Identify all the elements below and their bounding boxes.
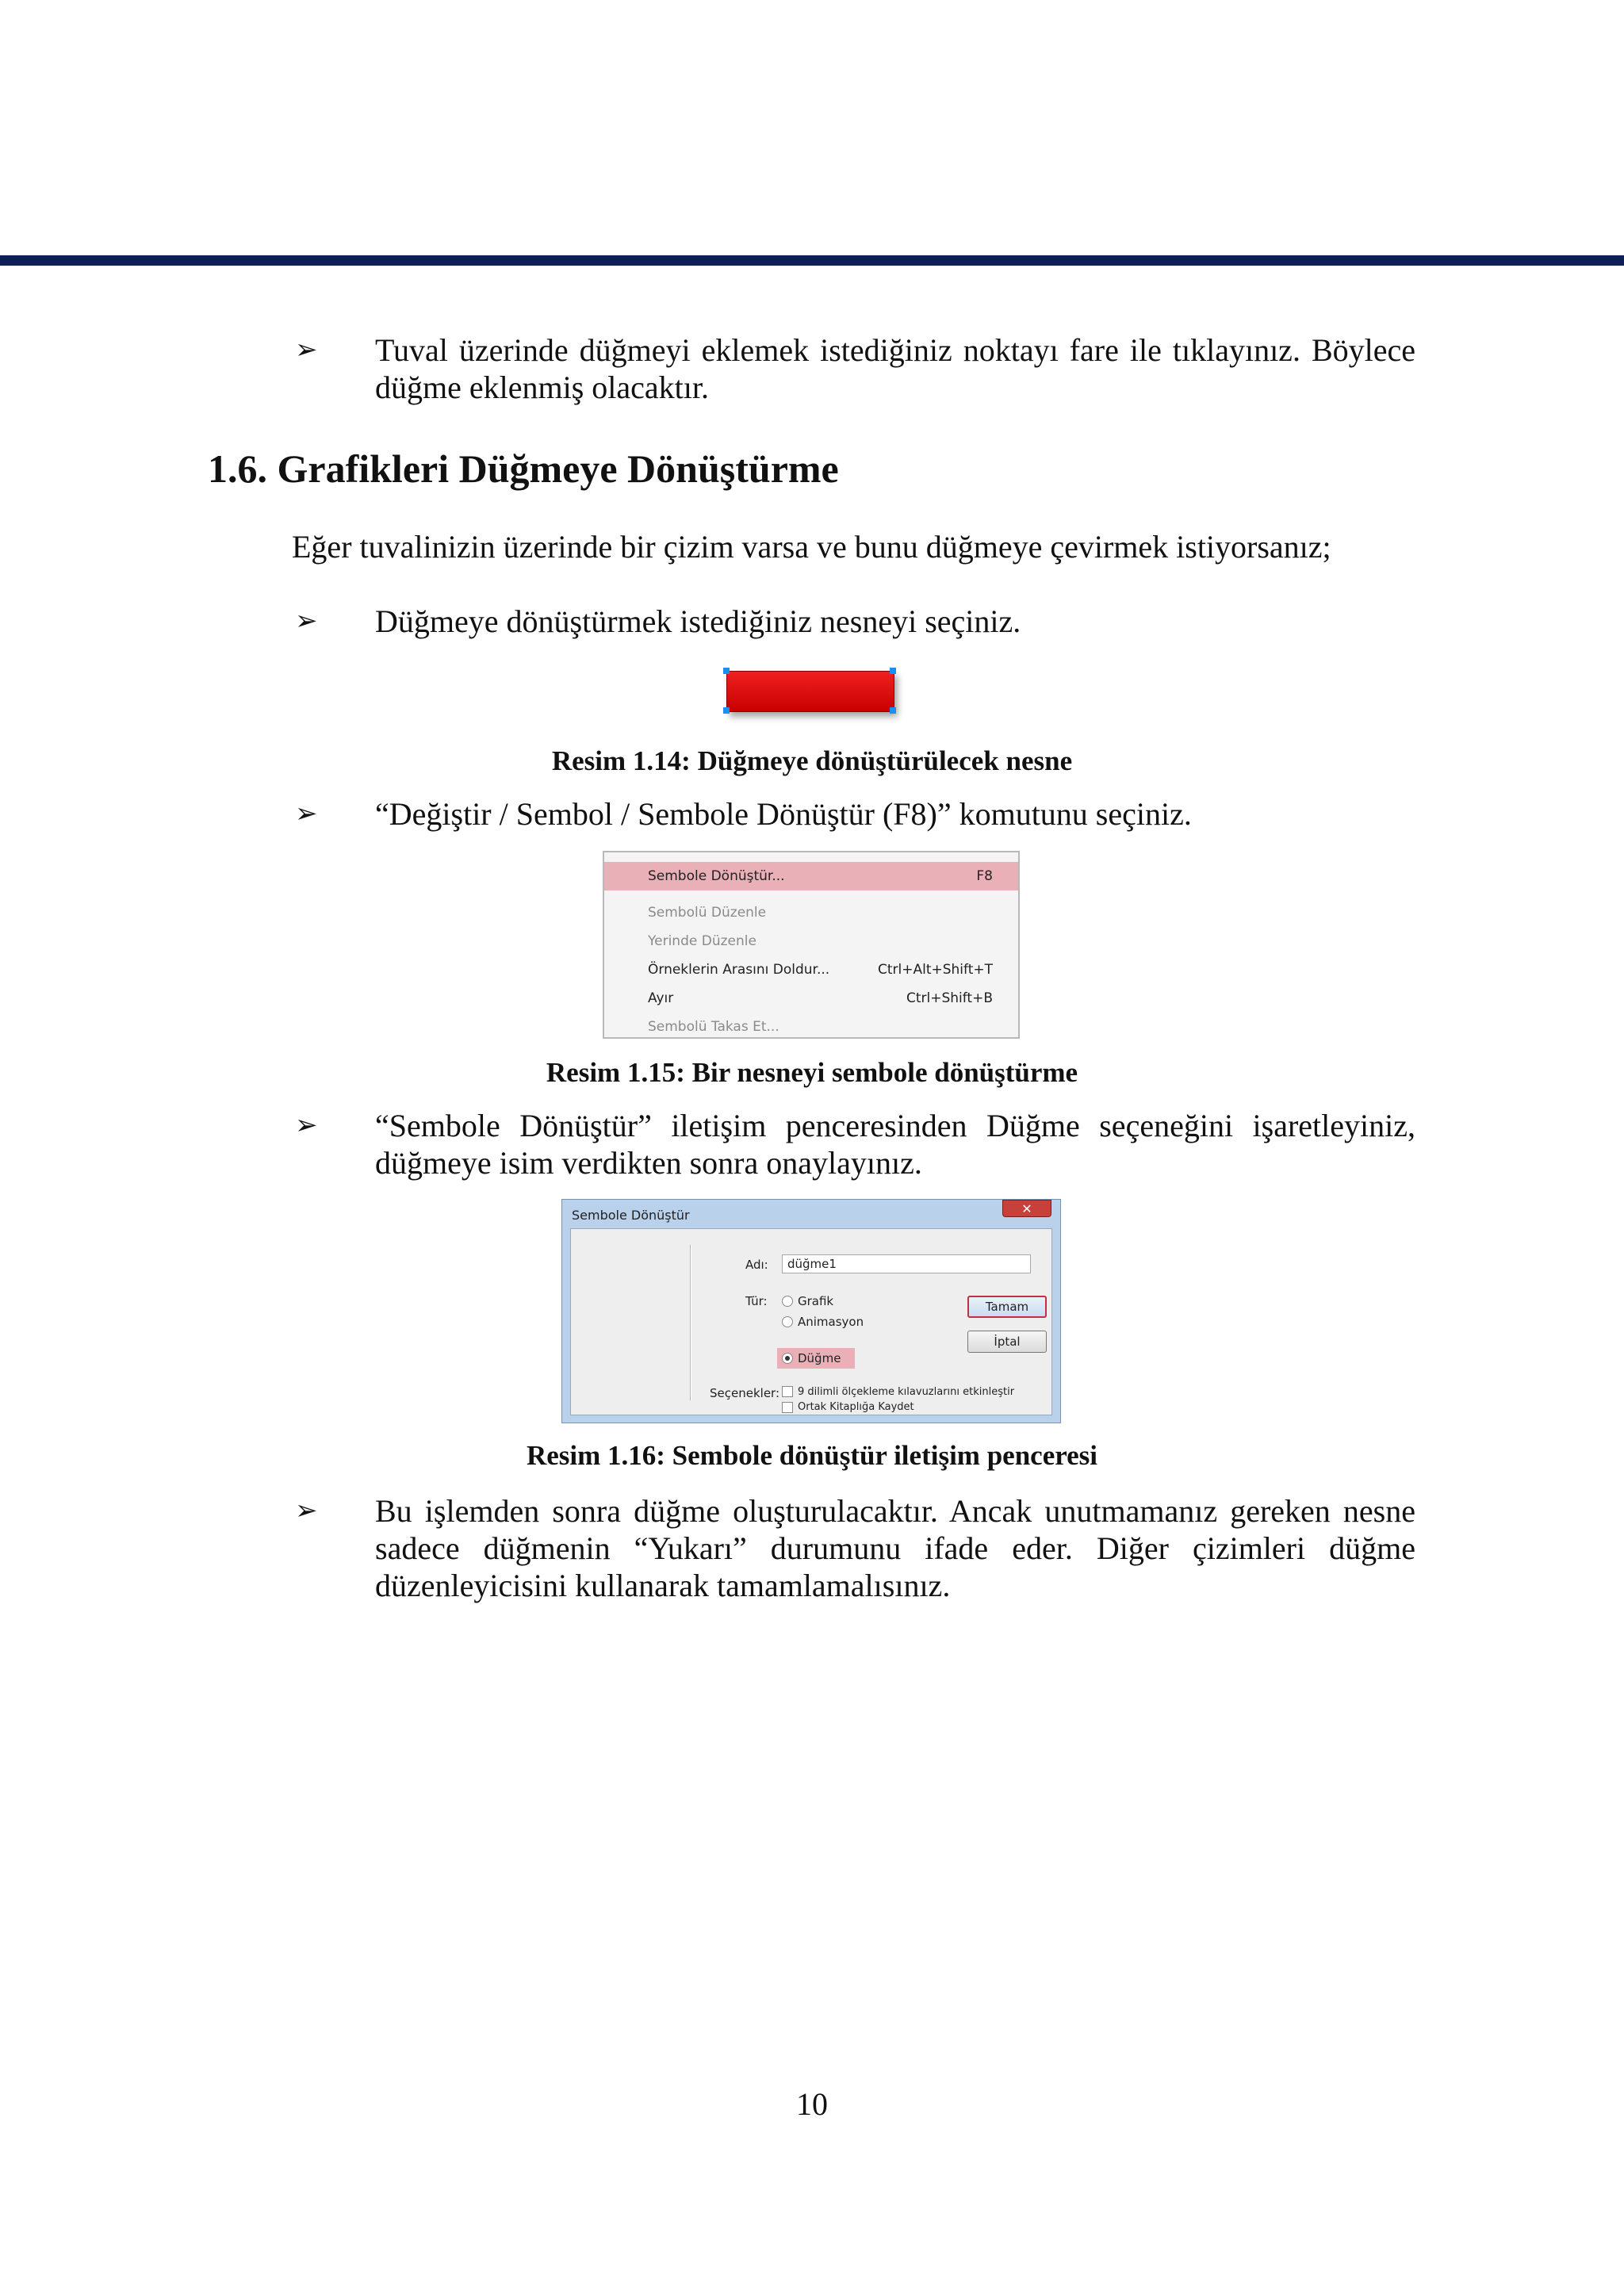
context-menu-screenshot	[603, 851, 1020, 1039]
radio-button-type[interactable]	[782, 1353, 793, 1364]
checkbox-9-slice[interactable]	[782, 1386, 793, 1397]
page-number: 10	[796, 2086, 828, 2122]
checkbox-shared-library[interactable]	[782, 1402, 793, 1413]
bullet-text: Tuval üzerinde düğmeyi eklemek istediğiniz noktayı fare ile tıklayınız. Böylece düğme eklenmiş olacaktır.	[375, 332, 1415, 405]
bullet-text: Bu işlemden sonra düğme oluşturulacaktır. Ancak unutmamanız gereken nesne sadece düğmenin “Yukarı” durumunu ifade eder. Diğer çizimleri düğme düzenleyicisini kullanarak tamamlamalısınız.	[375, 1493, 1415, 1603]
dialog-title: Sembole Dönüştür	[572, 1208, 690, 1223]
red-rectangle	[726, 671, 894, 712]
bullet-text: Düğmeye dönüştürmek istediğiniz nesneyi seçiniz.	[375, 603, 1021, 639]
top-rule	[0, 255, 1624, 266]
ok-button[interactable]: Tamam	[967, 1296, 1047, 1318]
arrow-bullet-icon: ➢	[295, 605, 318, 637]
cancel-button[interactable]: İptal	[967, 1331, 1047, 1353]
menu-item-convert[interactable]: Sembole Dönüştür... F8	[604, 862, 1018, 890]
selection-handle	[890, 668, 896, 674]
radio-button-label: Düğme	[798, 1351, 841, 1365]
close-icon[interactable]: ✕	[1002, 1200, 1051, 1217]
selection-handle	[723, 668, 730, 674]
menu-item-edit-symbol[interactable]: Sembolü Düzenle	[648, 905, 767, 921]
menu-item-distribute[interactable]: Örneklerin Arasını Doldur... Ctrl+Alt+Shift+T	[648, 962, 993, 978]
type-label: Tür:	[745, 1294, 768, 1308]
selection-handle	[723, 707, 730, 714]
section-heading: 1.6. Grafikleri Düğmeye Dönüştürme	[208, 446, 839, 491]
radio-graphic[interactable]	[782, 1296, 793, 1307]
menu-item-break-apart[interactable]: Ayır Ctrl+Shift+B	[648, 990, 993, 1006]
menu-item-swap-symbol[interactable]: Sembolü Takas Et...	[648, 1019, 779, 1035]
checkbox-9-slice-label: 9 dilimli ölçekleme kılavuzlarını etkinleştir	[798, 1386, 1015, 1398]
arrow-bullet-icon: ➢	[295, 798, 318, 829]
figure-caption: Resim 1.15: Bir nesneyi sembole dönüştürme	[546, 1057, 1078, 1088]
figure-caption: Resim 1.14: Düğmeye dönüştürülecek nesne	[551, 745, 1073, 776]
red-button-graphic	[723, 668, 896, 714]
arrow-bullet-icon: ➢	[295, 1109, 318, 1141]
paragraph: Eğer tuvalinizin üzerinde bir çizim varsa ve bunu düğmeye çevirmek istiyorsanız;	[292, 529, 1331, 565]
radio-animation-label: Animasyon	[798, 1315, 864, 1329]
name-label: Adı:	[745, 1258, 768, 1272]
arrow-bullet-icon: ➢	[295, 334, 318, 366]
arrow-bullet-icon: ➢	[295, 1495, 318, 1526]
convert-symbol-dialog	[561, 1199, 1061, 1423]
dialog-body	[570, 1228, 1052, 1415]
radio-animation[interactable]	[782, 1316, 793, 1327]
menu-item-edit-in-place[interactable]: Yerinde Düzenle	[648, 933, 756, 949]
selection-handle	[890, 707, 896, 714]
options-label: Seçenekler:	[710, 1386, 780, 1400]
name-input[interactable]: düğme1	[782, 1254, 1031, 1273]
bullet-text: “Değiştir / Sembol / Sembole Dönüştür (F8)” komutunu seçiniz.	[375, 796, 1192, 832]
radio-graphic-label: Grafik	[798, 1294, 834, 1308]
divider	[690, 1245, 691, 1400]
bullet-text: “Sembole Dönüştür” iletişim penceresinden Düğme seçeneğini işaretleyiniz, düğmeye isim verdikten sonra onaylayınız.	[375, 1108, 1415, 1181]
figure-caption: Resim 1.16: Sembole dönüştür iletişim penceresi	[526, 1440, 1098, 1471]
checkbox-shared-library-label: Ortak Kitaplığa Kaydet	[798, 1401, 914, 1413]
